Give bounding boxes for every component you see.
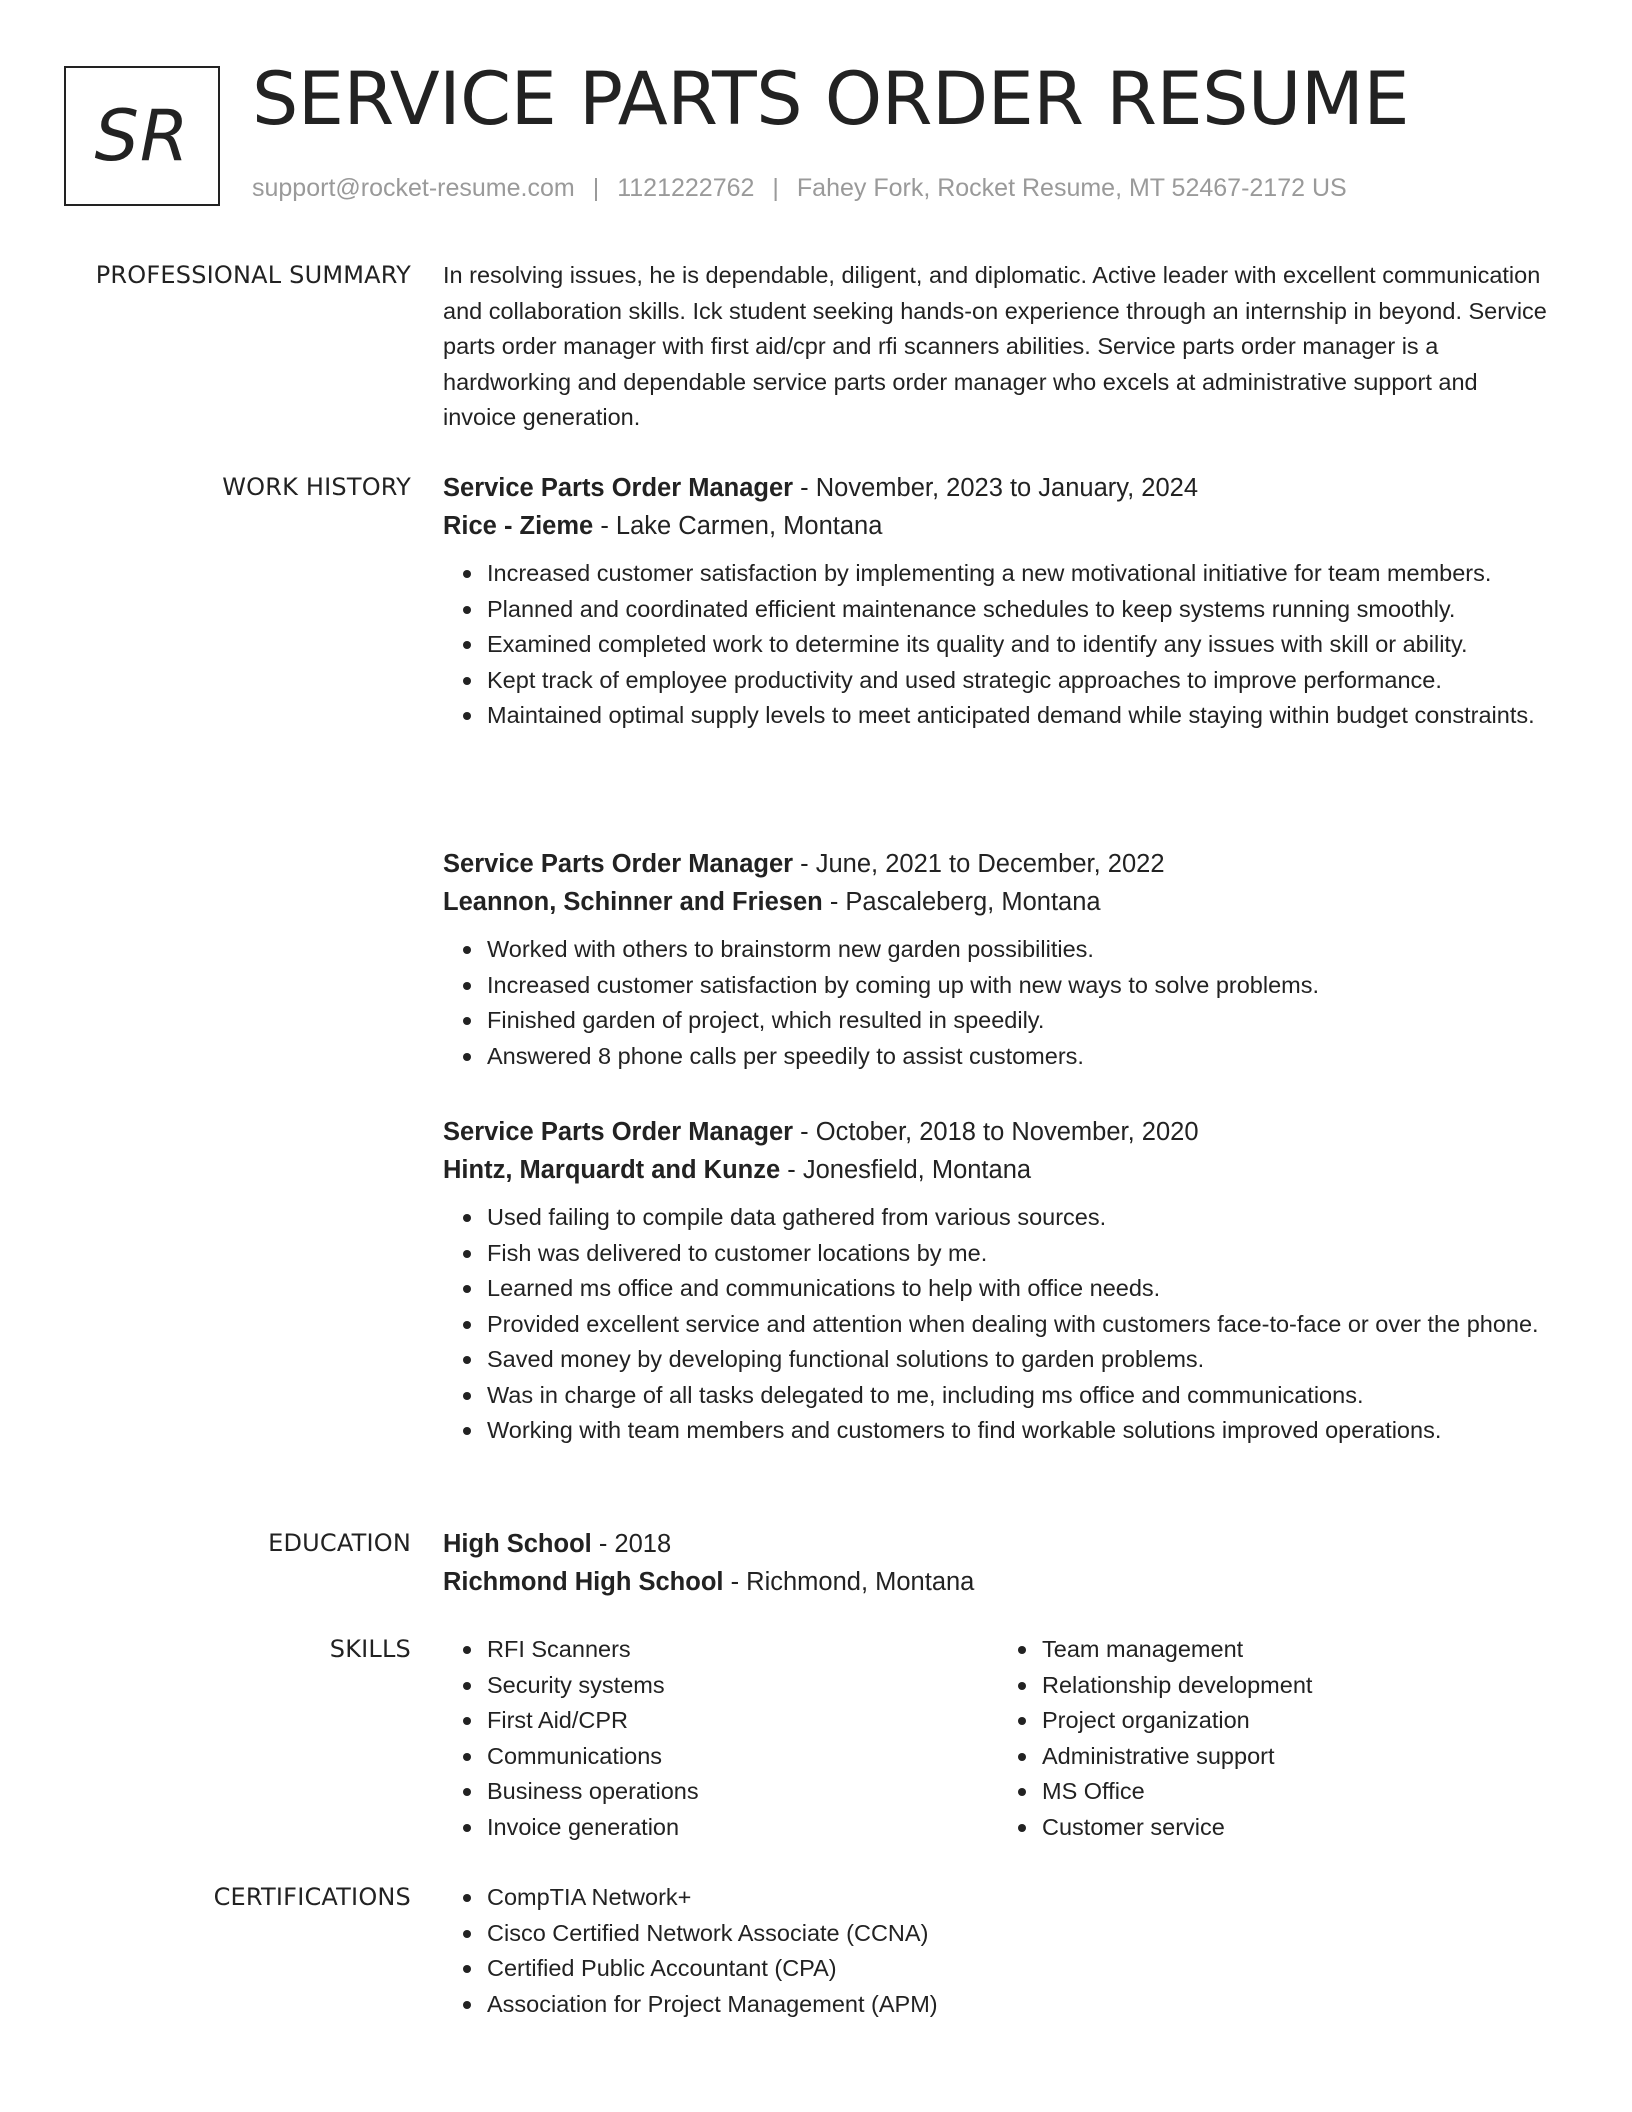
education-school-line bbox=[443, 1562, 1553, 1602]
list-item: Kept track of employee productivity and used strategic approaches to improve performance. bbox=[487, 663, 1553, 699]
education-degree-line bbox=[443, 1526, 1553, 1562]
job-dates: - June, 2021 to December, 2022 bbox=[793, 850, 1165, 878]
list-item: Planned and coordinated efficient maintenance schedules to keep systems running smoothly. bbox=[487, 592, 1553, 628]
list-item: Working with team members and customers to find workable solutions improved operations. bbox=[487, 1413, 1553, 1449]
job-title: Service Parts Order Manager bbox=[443, 474, 794, 502]
certifications-body bbox=[443, 1880, 1553, 2022]
job-dates: - November, 2023 to January, 2024 bbox=[793, 474, 1199, 502]
skills-columns bbox=[443, 1632, 1553, 1845]
job-bullets bbox=[443, 932, 1553, 1074]
list-item: Association for Project Management (APM) bbox=[487, 1987, 1553, 2023]
list-item: Answered 8 phone calls per speedily to assist customers. bbox=[487, 1039, 1553, 1075]
job-location: - Pascaleberg, Montana bbox=[822, 888, 1101, 916]
list-item: Increased customer satisfaction by implementing a new motivational initiative for team members. bbox=[487, 556, 1553, 592]
work-history-body bbox=[443, 470, 1553, 1449]
section-label-summary: PROFESSIONAL SUMMARY bbox=[95, 261, 411, 289]
job-company-line bbox=[443, 506, 1553, 546]
education-location: - Richmond, Montana bbox=[723, 1568, 975, 1596]
education-school: Richmond High School bbox=[443, 1568, 724, 1596]
job-title: Service Parts Order Manager bbox=[443, 1118, 794, 1146]
job-entry bbox=[443, 1114, 1553, 1449]
monogram-badge bbox=[64, 66, 220, 206]
job-entry bbox=[443, 846, 1553, 1114]
education-degree: High School bbox=[443, 1530, 592, 1558]
list-item: Cisco Certified Network Associate (CCNA) bbox=[487, 1916, 1553, 1952]
list-item: Certified Public Accountant (CPA) bbox=[487, 1951, 1553, 1987]
list-item: Security systems bbox=[487, 1668, 998, 1704]
section-label-education: EDUCATION bbox=[268, 1529, 411, 1557]
list-item: Saved money by developing functional solutions to garden problems. bbox=[487, 1342, 1553, 1378]
list-item: Worked with others to brainstorm new garden possibilities. bbox=[487, 932, 1553, 968]
job-bullets bbox=[443, 1200, 1553, 1449]
job-title: Service Parts Order Manager bbox=[443, 850, 794, 878]
job-entry bbox=[443, 470, 1553, 846]
skills-list-right bbox=[998, 1632, 1553, 1845]
job-location: - Jonesfield, Montana bbox=[780, 1156, 1032, 1184]
contact-phone[interactable]: 1121222762 bbox=[617, 174, 755, 202]
list-item: RFI Scanners bbox=[487, 1632, 998, 1668]
section-label-certifications: CERTIFICATIONS bbox=[213, 1883, 411, 1911]
list-item: Team management bbox=[1042, 1632, 1553, 1668]
list-item: Learned ms office and communications to help with office needs. bbox=[487, 1271, 1553, 1307]
list-item: Increased customer satisfaction by coming up with new ways to solve problems. bbox=[487, 968, 1553, 1004]
job-location: - Lake Carmen, Montana bbox=[593, 512, 883, 540]
list-item: Fish was delivered to customer locations by me. bbox=[487, 1236, 1553, 1272]
job-bullets bbox=[443, 556, 1553, 734]
list-item: Used failing to compile data gathered from various sources. bbox=[487, 1200, 1553, 1236]
contact-separator: | bbox=[592, 174, 600, 202]
list-item: Maintained optimal supply levels to meet anticipated demand while staying within budget constraints. bbox=[487, 698, 1553, 734]
section-label-skills: SKILLS bbox=[329, 1635, 411, 1663]
list-item: Examined completed work to determine its quality and to identify any issues with skill or ability. bbox=[487, 627, 1553, 663]
job-title-line bbox=[443, 846, 1553, 882]
job-dates: - October, 2018 to November, 2020 bbox=[793, 1118, 1199, 1146]
job-company: Leannon, Schinner and Friesen bbox=[443, 888, 823, 916]
job-company-line bbox=[443, 882, 1553, 922]
monogram-initials: SR bbox=[94, 95, 190, 177]
certifications-list bbox=[443, 1880, 1553, 2022]
job-company: Rice - Zieme bbox=[443, 512, 594, 540]
contact-line bbox=[252, 174, 1347, 203]
skills-body bbox=[443, 1632, 1553, 1845]
list-item: MS Office bbox=[1042, 1774, 1553, 1810]
list-item: Project organization bbox=[1042, 1703, 1553, 1739]
summary-text: In resolving issues, he is dependable, diligent, and diplomatic. Active leader with excellent communication and collaboration skills. Ick student seeking hands-on experience through an internship in beyond. Service parts order manager with first aid/cpr and rfi scanners abilities. Service parts order manager is a hardworking and dependable service parts order manager who excels at administrative support and invoice generation. bbox=[443, 262, 1547, 430]
list-item: Business operations bbox=[487, 1774, 998, 1810]
job-title-line bbox=[443, 1114, 1553, 1150]
list-item: CompTIA Network+ bbox=[487, 1880, 1553, 1916]
contact-separator: | bbox=[772, 174, 779, 202]
list-item: Communications bbox=[487, 1739, 998, 1775]
job-company-line bbox=[443, 1150, 1553, 1190]
list-item: Was in charge of all tasks delegated to me, including ms office and communications. bbox=[487, 1378, 1553, 1414]
contact-address: Fahey Fork, Rocket Resume, MT 52467-2172 US bbox=[796, 174, 1347, 202]
job-company: Hintz, Marquardt and Kunze bbox=[443, 1156, 781, 1184]
list-item: Finished garden of project, which resulted in speedily. bbox=[487, 1003, 1553, 1039]
contact-email[interactable]: support@rocket-resume.com bbox=[252, 174, 575, 202]
list-item: First Aid/CPR bbox=[487, 1703, 998, 1739]
skills-list-left bbox=[443, 1632, 998, 1845]
resume-title: SERVICE PARTS ORDER RESUME bbox=[252, 57, 1409, 142]
list-item: Administrative support bbox=[1042, 1739, 1553, 1775]
summary-body bbox=[443, 258, 1553, 436]
list-item: Invoice generation bbox=[487, 1810, 998, 1846]
list-item: Relationship development bbox=[1042, 1668, 1553, 1704]
list-item: Customer service bbox=[1042, 1810, 1553, 1846]
education-body bbox=[443, 1526, 1553, 1602]
job-title-line bbox=[443, 470, 1553, 506]
education-year: - 2018 bbox=[591, 1530, 672, 1558]
section-label-work: WORK HISTORY bbox=[222, 473, 411, 501]
list-item: Provided excellent service and attention when dealing with customers face-to-face or over the phone. bbox=[487, 1307, 1553, 1343]
